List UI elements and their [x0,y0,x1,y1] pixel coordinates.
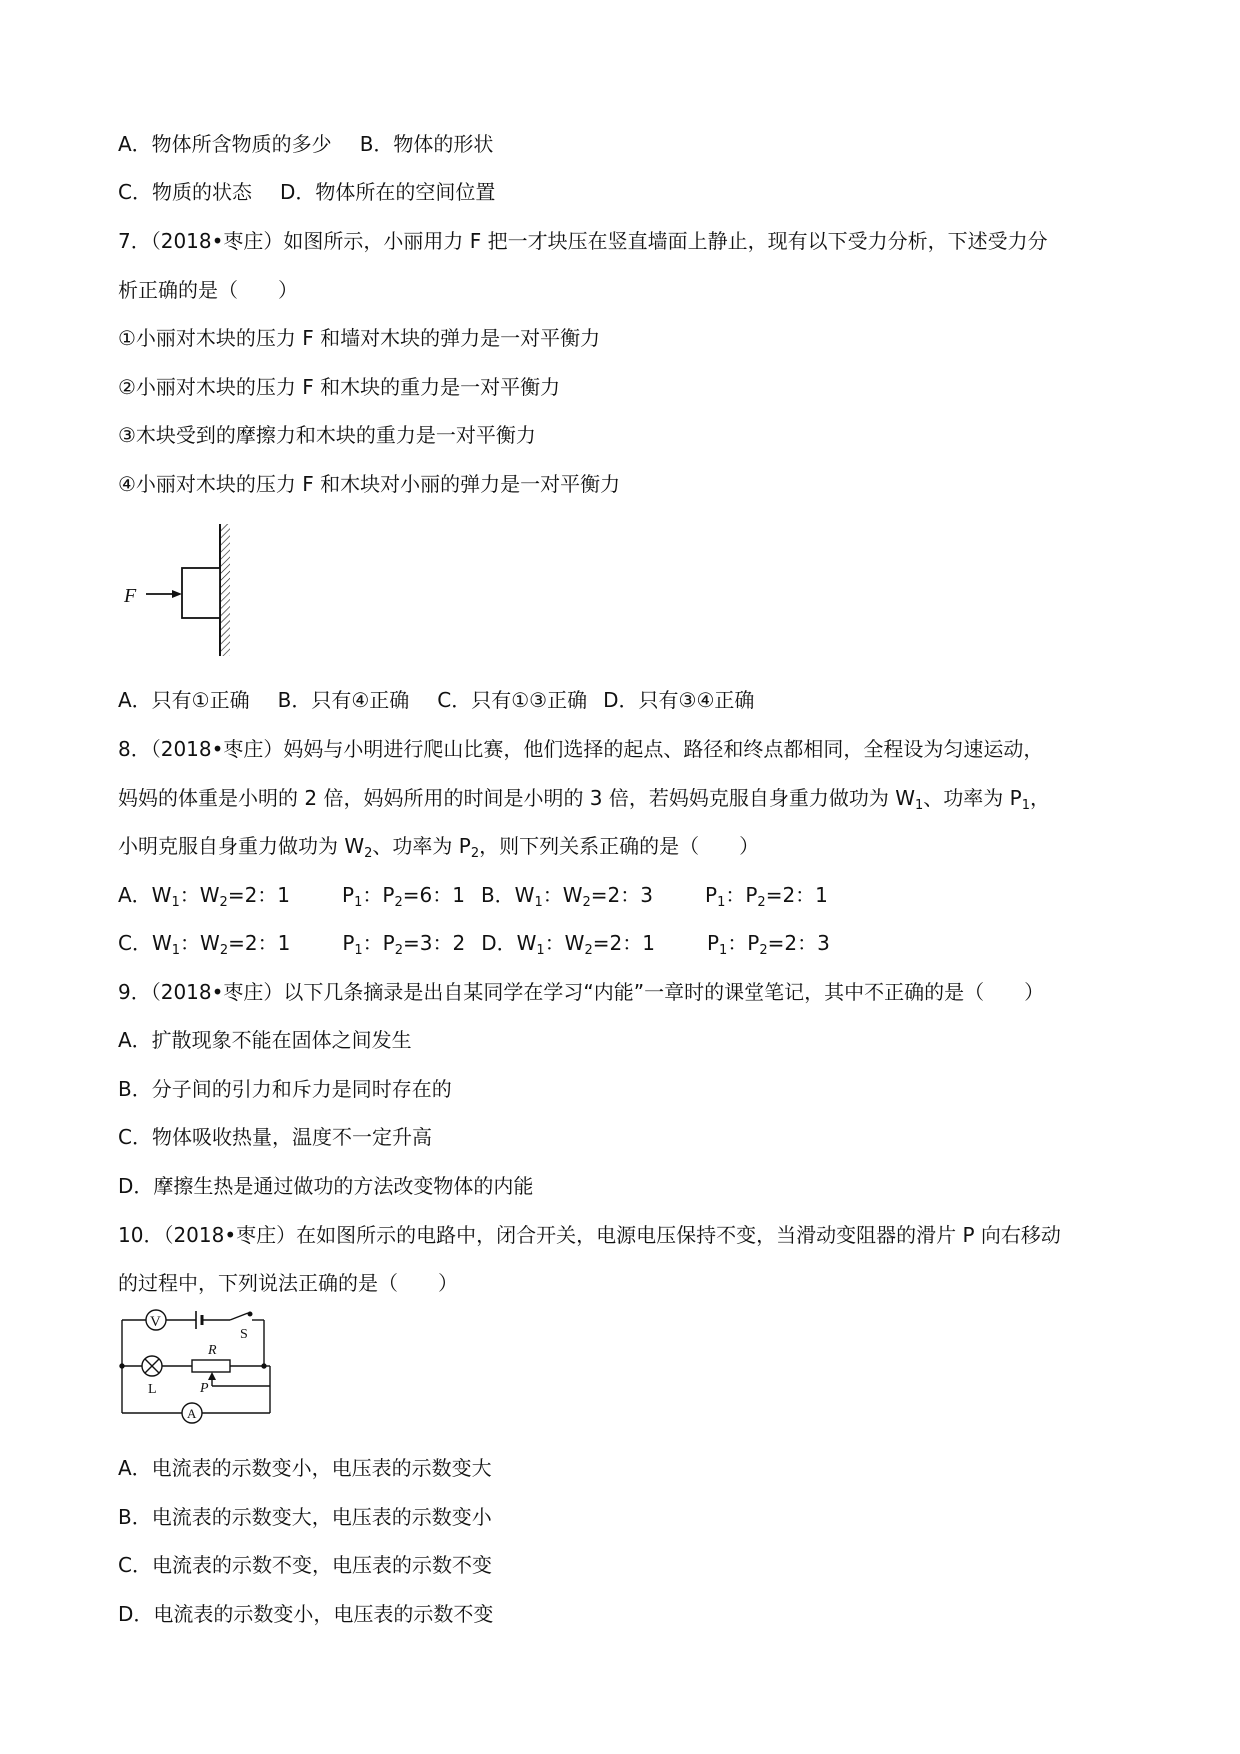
switch-lever [230,1313,248,1320]
q7-statement-1: ①小丽对木块的压力 F 和墙对木块的弹力是一对平衡力 [118,326,601,350]
q7-stem-line1: 7．（2018•枣庄）如图所示，小丽用力 F 把一才块压在竖直墙面上静止，现有以下受力分析，下述受力分 [118,229,1048,253]
q8-options-row1 [118,881,828,909]
force-label: F [124,585,137,607]
q7-statement-4: ④小丽对木块的压力 F 和木块对小丽的弹力是一对平衡力 [118,472,621,496]
q9-stem: 9．（2018•枣庄）以下几条摘录是出自某同学在学习“内能”一章时的课堂笔记，其中不正确的是（ ） [118,980,1045,1004]
q10-option-d: D．电流表的示数变小，电压表的示数不变 [118,1602,494,1626]
q8-line2: 妈妈的体重是小明的 2 倍，妈妈所用的时间是小明的 3 倍，若妈妈克服自身重力做功为 $W_1$、功率为 $P_1$， [118,786,1050,813]
q6-options-row1 [118,130,493,158]
q7-option-a: A．只有①正确 [118,688,250,712]
lamp-label: L [148,1382,157,1397]
q8-option-a: A．$W_1$：$W_2=2$：1 $P_1$：$P_2=6$：1 [118,883,465,910]
q8-option-d: D．$W_1$：$W_2=2$：1 $P_1$：$P_2=2$：3 [481,931,830,958]
force-arrow-head [172,590,182,598]
q7-option-d: D．只有③④正确 [603,688,755,712]
q7-option-b: B．只有④正确 [277,688,410,712]
q8-line1: 8．（2018•枣庄）妈妈与小明进行爬山比赛，他们选择的起点、路径和终点都相同，全程设为匀速运动， [118,737,1044,761]
q7-stem-line2: 析正确的是（ ） [118,278,298,302]
q9-option-a: A．扩散现象不能在固体之间发生 [118,1028,412,1052]
q6-options-row2 [118,178,495,206]
q7-wall-block-figure [118,520,248,660]
q7-options [118,686,754,714]
q8-option-c: C．$W_1$：$W_2=2$：1 $P_1$：$P_2=3$：2 [118,931,466,958]
q7-statement-2: ②小丽对木块的压力 F 和木块的重力是一对平衡力 [118,375,561,399]
q6-option-a: A．物体所含物质的多少 [118,132,332,156]
q8-line3: 小明克服自身重力做功为 $W_2$、功率为 $P_2$，则下列关系正确的是（ ） [118,834,760,861]
slider-arrow [208,1372,216,1380]
resistor-label: R [208,1343,217,1358]
q10-stem-line2: 的过程中，下列说法正确的是（ ） [118,1271,458,1295]
q6-option-d: D．物体所在的空间位置 [279,180,496,204]
wooden-block [182,568,220,618]
q10-option-c: C．电流表的示数不变，电压表的示数不变 [118,1553,492,1577]
q9-option-d: D．摩擦生热是通过做功的方法改变物体的内能 [118,1174,534,1198]
q10-option-a: A．电流表的示数变小，电压表的示数变大 [118,1456,492,1480]
q8-option-b: B．$W_1$：$W_2=2$：3 $P_1$：$P_2=2$：1 [480,883,828,910]
switch-label: S [240,1327,248,1342]
q6-option-b: B．物体的形状 [359,132,494,156]
slider-label: P [200,1381,209,1396]
wall-hatching [220,524,230,656]
q6-option-c: C．物质的状态 [118,180,252,204]
q7-statement-3: ③木块受到的摩擦力和木块的重力是一对平衡力 [118,423,536,447]
q10-circuit-figure [112,1308,282,1428]
voltmeter-label: V [150,1314,161,1330]
q7-option-c: C．只有①③正确 [437,688,588,712]
rheostat-body [192,1360,230,1372]
q9-option-b: B．分子间的引力和斥力是同时存在的 [118,1077,452,1101]
q8-options-row2 [118,929,830,957]
q10-stem-line1: 10．（2018•枣庄）在如图所示的电路中，闭合开关，电源电压保持不变，当滑动变阻器的滑片 P 向右移动 [118,1223,1061,1247]
ammeter-label: A [187,1406,197,1421]
q10-option-b: B．电流表的示数变大，电压表的示数变小 [118,1505,492,1529]
q9-option-c: C．物体吸收热量，温度不一定升高 [118,1125,432,1149]
